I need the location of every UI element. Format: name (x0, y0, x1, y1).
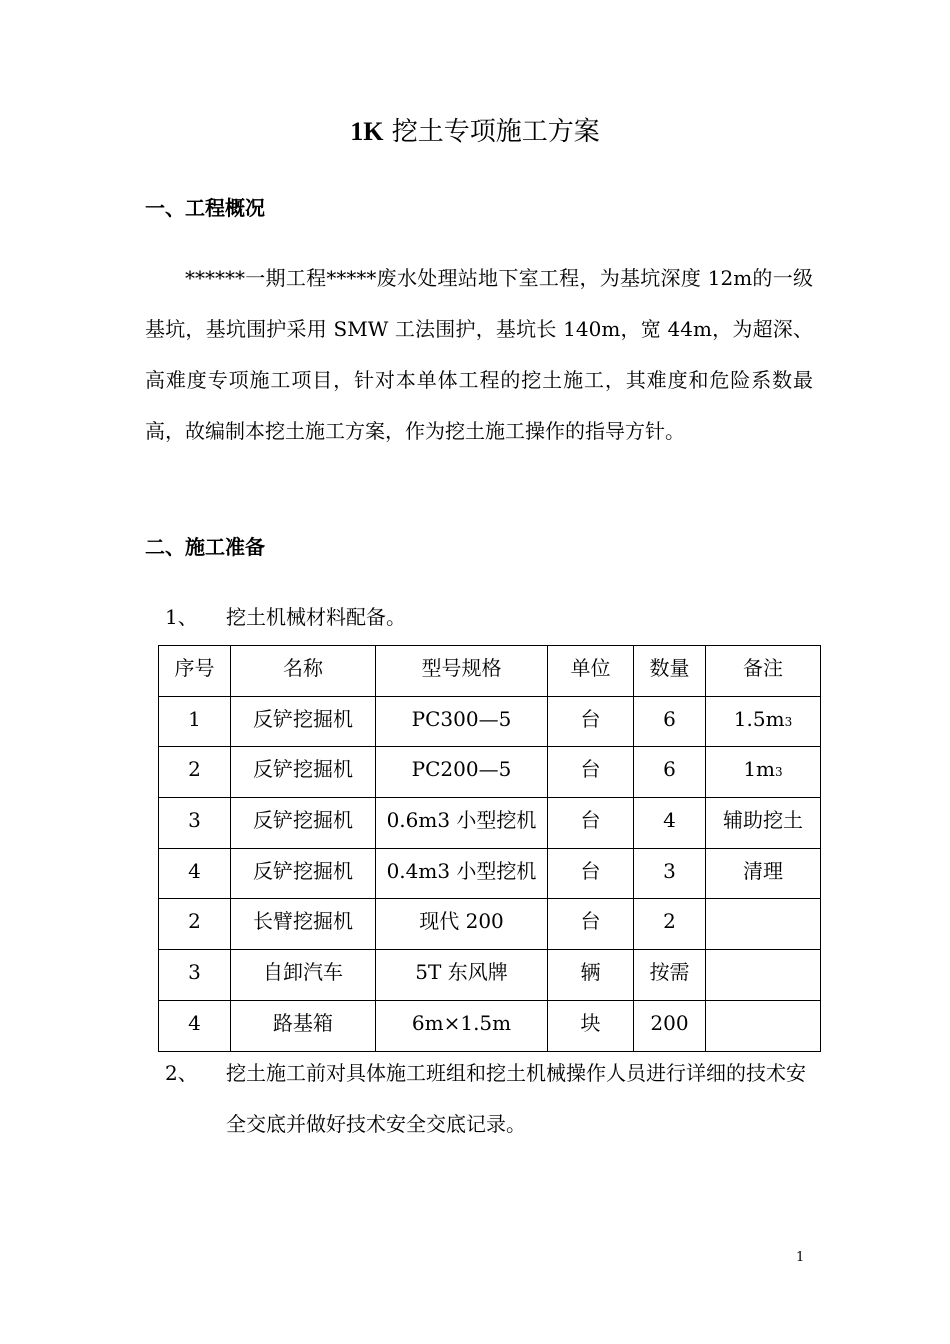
cell-qty: 6 (634, 747, 706, 798)
cell-name: 反铲挖掘机 (231, 798, 376, 849)
cell-unit: 台 (548, 747, 634, 798)
cell-spec: PC300—5 (376, 696, 548, 747)
cell-qty: 3 (634, 848, 706, 899)
cell-no: 2 (159, 747, 231, 798)
cell-unit: 块 (548, 1000, 634, 1051)
cell-qty: 200 (634, 1000, 706, 1051)
table-row (159, 848, 821, 899)
cell-note (706, 696, 821, 747)
cell-unit: 台 (548, 798, 634, 849)
cell-spec: 0.6m3 小型挖机 (376, 798, 548, 849)
note-text: 1m (743, 757, 776, 782)
page-number: 1 (796, 1250, 805, 1265)
table-row (159, 798, 821, 849)
table-header-row (159, 646, 821, 697)
cell-spec: PC200—5 (376, 747, 548, 798)
list-item-2-number: 2、 (165, 1061, 198, 1085)
section-1-paragraph: ******一期工程*****废水处理站地下室工程，为基坑深度 12m的一级基坑，基坑围护采用 SMW 工法围护，基坑长 140m，宽 44m，为超深、高难度专项施工项目，针对本单体工程的挖土施工，其难度和危险系数最高，故编制本挖土施工方案，作为挖土施工操作的指导方针。 (145, 266, 813, 443)
equipment-table (158, 645, 821, 1052)
header-cell: 单位 (548, 646, 634, 697)
list-item-1-number: 1、 (165, 605, 198, 629)
cell-qty: 2 (634, 899, 706, 950)
cell-note (706, 1000, 821, 1051)
table-row (159, 950, 821, 1001)
cell-no: 4 (159, 848, 231, 899)
cell-no: 4 (159, 1000, 231, 1051)
header-cell: 型号规格 (376, 646, 548, 697)
cell-note (706, 950, 821, 1001)
cell-unit: 辆 (548, 950, 634, 1001)
list-item-2 (165, 1048, 811, 1150)
cell-qty: 按需 (634, 950, 706, 1001)
cell-note (706, 848, 821, 899)
cell-spec: 5T 东风牌 (376, 950, 548, 1001)
header-cell: 序号 (159, 646, 231, 697)
cell-name: 自卸汽车 (231, 950, 376, 1001)
cell-no: 3 (159, 950, 231, 1001)
list-item-1 (165, 592, 811, 643)
cell-qty: 4 (634, 798, 706, 849)
header-cell: 名称 (231, 646, 376, 697)
cell-note (706, 899, 821, 950)
cell-unit: 台 (548, 848, 634, 899)
cell-name: 路基箱 (231, 1000, 376, 1051)
cell-note (706, 747, 821, 798)
cell-name: 反铲挖掘机 (231, 848, 376, 899)
header-cell: 数量 (634, 646, 706, 697)
cell-qty: 6 (634, 696, 706, 747)
cell-note (706, 798, 821, 849)
title-bold-part: 1K (350, 117, 384, 146)
section-2-heading: 二、施工准备 (145, 535, 265, 559)
cell-unit: 台 (548, 899, 634, 950)
title-text: 挖土专项施工方案 (383, 117, 600, 147)
note-text: 清理 (743, 858, 783, 883)
note-superscript: 3 (784, 714, 793, 729)
note-text: 1.5m (733, 706, 785, 731)
section-1-heading: 一、工程概况 (145, 196, 265, 220)
list-item-2-text: 挖土施工前对具体施工班组和挖土机械操作人员进行详细的技术安全交底并做好技术安全交底记录。 (226, 1061, 806, 1136)
table-row (159, 747, 821, 798)
cell-spec: 0.4m3 小型挖机 (376, 848, 548, 899)
table-row (159, 1000, 821, 1051)
list-item-1-text: 挖土机械材料配备。 (226, 605, 406, 629)
note-text: 辅助挖土 (723, 808, 803, 833)
cell-name: 长臂挖掘机 (231, 899, 376, 950)
cell-no: 1 (159, 696, 231, 747)
cell-no: 3 (159, 798, 231, 849)
table-row (159, 899, 821, 950)
header-cell: 备注 (706, 646, 821, 697)
cell-name: 反铲挖掘机 (231, 696, 376, 747)
document-title (0, 112, 950, 152)
cell-name: 反铲挖掘机 (231, 747, 376, 798)
cell-no: 2 (159, 899, 231, 950)
table-row (159, 696, 821, 747)
cell-spec: 现代 200 (376, 899, 548, 950)
cell-unit: 台 (548, 696, 634, 747)
cell-spec: 6m×1.5m (376, 1000, 548, 1051)
note-superscript: 3 (775, 765, 783, 780)
